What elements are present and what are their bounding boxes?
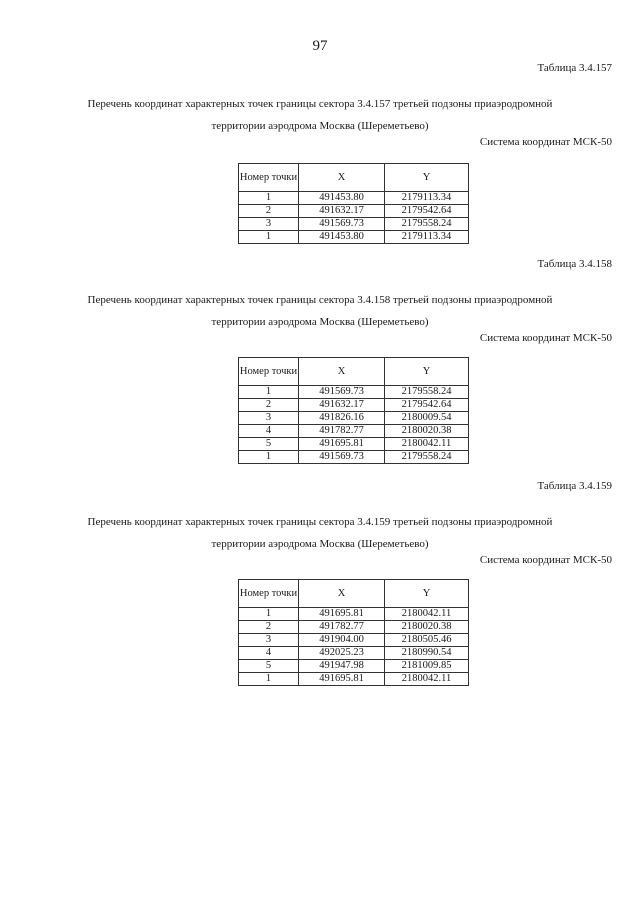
table-row [239, 231, 469, 244]
cell-y: 2180020.38 [385, 425, 469, 438]
cell-y: 2180020.38 [385, 621, 469, 634]
table-row [239, 438, 469, 451]
table-row [239, 218, 469, 231]
header-x: X [299, 358, 385, 386]
cell-y: 2180505.46 [385, 634, 469, 647]
cell-x: 491453.80 [299, 231, 385, 244]
header-point-number: Номер точки [239, 580, 299, 608]
table-caption-line1: Перечень координат характерных точек границы сектора 3.4.159 третьей подзоны приаэродромной [87, 516, 553, 528]
cell-point-number: 1 [239, 451, 299, 464]
cell-point-number: 2 [239, 399, 299, 412]
cell-x: 491632.17 [299, 399, 385, 412]
header-point-number: Номер точки [239, 358, 299, 386]
cell-x: 491782.77 [299, 621, 385, 634]
cell-x: 491947.98 [299, 660, 385, 673]
cell-point-number: 4 [239, 425, 299, 438]
cell-y: 2180042.11 [385, 608, 469, 621]
cell-y: 2179558.24 [385, 451, 469, 464]
cell-x: 491695.81 [299, 438, 385, 451]
table-row [239, 608, 469, 621]
header-point-number: Номер точки [239, 164, 299, 192]
cell-x: 491782.77 [299, 425, 385, 438]
table-header-row [239, 580, 469, 608]
header-x: X [299, 580, 385, 608]
page-number: 97 [312, 38, 328, 54]
table-row [239, 451, 469, 464]
header-y: Y [385, 164, 469, 192]
header-y: Y [385, 580, 469, 608]
cell-y: 2179542.64 [385, 205, 469, 218]
coordinate-system-label: Система координат МСК-50 [479, 332, 612, 344]
table-caption-line2: территории аэродрома Москва (Шереметьево) [211, 120, 429, 132]
cell-x: 492025.23 [299, 647, 385, 660]
table-row [239, 621, 469, 634]
table-caption-line1: Перечень координат характерных точек границы сектора 3.4.158 третьей подзоны приаэродромной [87, 294, 553, 306]
cell-y: 2180009.54 [385, 412, 469, 425]
table-label: Таблица 3.4.158 [537, 258, 612, 270]
coordinates-table [238, 357, 469, 464]
table-header-row [239, 164, 469, 192]
table-row [239, 386, 469, 399]
cell-point-number: 1 [239, 192, 299, 205]
cell-point-number: 1 [239, 608, 299, 621]
cell-point-number: 3 [239, 634, 299, 647]
header-y: Y [385, 358, 469, 386]
cell-y: 2179113.34 [385, 231, 469, 244]
cell-point-number: 4 [239, 647, 299, 660]
table-caption-line2: территории аэродрома Москва (Шереметьево) [211, 538, 429, 550]
cell-point-number: 3 [239, 218, 299, 231]
cell-point-number: 5 [239, 660, 299, 673]
table-row [239, 673, 469, 686]
cell-x: 491826.16 [299, 412, 385, 425]
table-row [239, 647, 469, 660]
coordinate-system-label: Система координат МСК-50 [479, 554, 612, 566]
cell-y: 2179558.24 [385, 386, 469, 399]
table-row [239, 660, 469, 673]
cell-y: 2180990.54 [385, 647, 469, 660]
cell-x: 491569.73 [299, 451, 385, 464]
cell-point-number: 1 [239, 386, 299, 399]
cell-x: 491695.81 [299, 673, 385, 686]
header-x: X [299, 164, 385, 192]
cell-y: 2180042.11 [385, 673, 469, 686]
cell-point-number: 1 [239, 673, 299, 686]
cell-x: 491904.00 [299, 634, 385, 647]
table-label: Таблица 3.4.159 [537, 480, 612, 492]
cell-point-number: 2 [239, 621, 299, 634]
coordinates-table [238, 163, 469, 244]
table-row [239, 205, 469, 218]
cell-y: 2179113.34 [385, 192, 469, 205]
cell-x: 491569.73 [299, 218, 385, 231]
cell-y: 2179542.64 [385, 399, 469, 412]
cell-x: 491453.80 [299, 192, 385, 205]
cell-point-number: 1 [239, 231, 299, 244]
cell-point-number: 3 [239, 412, 299, 425]
table-caption-line2: территории аэродрома Москва (Шереметьево) [211, 316, 429, 328]
table-row [239, 399, 469, 412]
table-row [239, 192, 469, 205]
coordinate-system-label: Система координат МСК-50 [479, 136, 612, 148]
cell-y: 2181009.85 [385, 660, 469, 673]
cell-x: 491695.81 [299, 608, 385, 621]
coordinates-table [238, 579, 469, 686]
cell-x: 491632.17 [299, 205, 385, 218]
cell-point-number: 2 [239, 205, 299, 218]
table-header-row [239, 358, 469, 386]
table-label: Таблица 3.4.157 [537, 62, 612, 74]
table-row [239, 634, 469, 647]
table-caption-line1: Перечень координат характерных точек границы сектора 3.4.157 третьей подзоны приаэродромной [87, 98, 553, 110]
table-row [239, 425, 469, 438]
cell-x: 491569.73 [299, 386, 385, 399]
cell-y: 2179558.24 [385, 218, 469, 231]
cell-point-number: 5 [239, 438, 299, 451]
cell-y: 2180042.11 [385, 438, 469, 451]
table-row [239, 412, 469, 425]
